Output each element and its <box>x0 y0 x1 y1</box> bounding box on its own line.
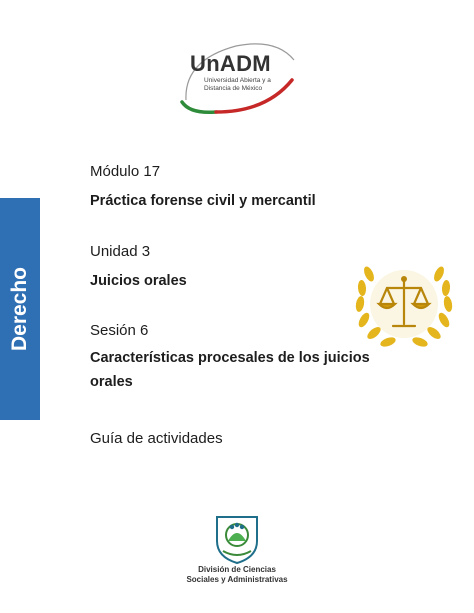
division-line-2: Sociales y Administrativas <box>186 575 288 584</box>
module-name: Práctica forense civil y mercantil <box>90 193 316 209</box>
division-shield-icon <box>213 513 261 565</box>
module-label: Módulo 17 <box>90 163 161 180</box>
division-line-1: División de Ciencias <box>198 565 276 574</box>
division-name <box>160 565 314 585</box>
logo-subtitle-line-1: Universidad Abierta y a <box>204 77 271 84</box>
unit-label: Unidad 3 <box>90 243 151 260</box>
side-band-label: Derecho <box>8 266 31 352</box>
logo-title: UnADM <box>190 51 271 76</box>
logo-subtitle-line-2: Distancia de México <box>204 85 263 92</box>
document-type: Guía de actividades <box>90 430 223 447</box>
logo-subtitle <box>204 77 284 93</box>
session-label: Sesión 6 <box>90 322 149 339</box>
session-name: Características procesales de los juicios orales <box>90 350 370 390</box>
unit-name: Juicios orales <box>90 273 187 289</box>
scales-of-justice-icon <box>351 254 457 360</box>
